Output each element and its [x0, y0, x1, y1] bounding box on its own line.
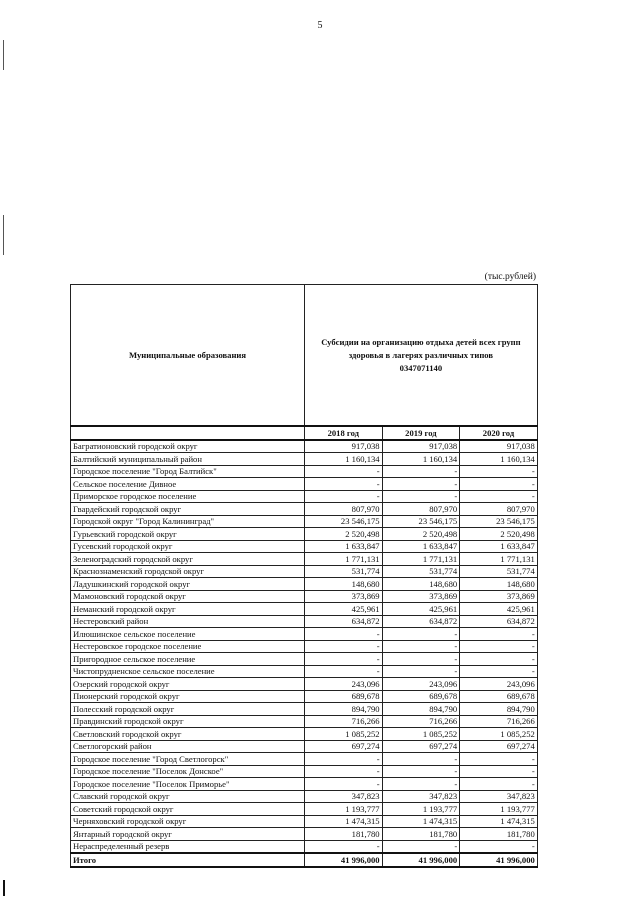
value-cell: 2 520,498 — [305, 528, 383, 541]
value-cell: - — [305, 840, 383, 853]
value-cell: - — [460, 490, 538, 503]
value-cell: 1 633,847 — [460, 540, 538, 553]
value-cell: 634,872 — [382, 615, 460, 628]
value-cell: 373,869 — [382, 590, 460, 603]
value-cell: 1 085,252 — [382, 728, 460, 741]
value-cell: 716,266 — [460, 715, 538, 728]
municipality-name: Багратионовский городской округ — [71, 440, 305, 453]
value-cell: - — [460, 465, 538, 478]
value-cell: 1 193,777 — [305, 803, 383, 816]
value-cell: - — [382, 840, 460, 853]
table-row — [71, 478, 538, 491]
table-row — [71, 603, 538, 616]
header-municipality: Муниципальные образования — [71, 285, 305, 427]
municipality-name: Гурьевский городской округ — [71, 528, 305, 541]
table-row — [71, 528, 538, 541]
value-cell: 23 546,175 — [382, 515, 460, 528]
table-row — [71, 503, 538, 516]
table-body — [71, 440, 538, 867]
table-row — [71, 565, 538, 578]
municipality-name: Советский городской округ — [71, 803, 305, 816]
municipality-name: Балтийский муниципальный район — [71, 453, 305, 466]
total-value: 41 996,000 — [460, 853, 538, 867]
value-cell: 1 085,252 — [305, 728, 383, 741]
value-cell: - — [382, 753, 460, 766]
municipality-name: Мамоновский городской округ — [71, 590, 305, 603]
scan-margin-mark — [3, 215, 4, 255]
scan-margin-mark — [3, 40, 4, 70]
value-cell: 807,970 — [460, 503, 538, 516]
value-cell: - — [305, 765, 383, 778]
value-cell: 2 520,498 — [382, 528, 460, 541]
subsidy-table — [70, 284, 538, 868]
header-subsidy — [305, 285, 538, 427]
value-cell: 243,096 — [382, 678, 460, 691]
table-row — [71, 490, 538, 503]
municipality-name: Озерский городской округ — [71, 678, 305, 691]
table-row — [71, 628, 538, 641]
municipality-name: Городское поселение "Поселок Приморье" — [71, 778, 305, 791]
municipality-name: Гусевский городской округ — [71, 540, 305, 553]
header-year-2019: 2019 год — [382, 426, 460, 440]
value-cell: 1 474,315 — [460, 815, 538, 828]
value-cell: 148,680 — [305, 578, 383, 591]
value-cell: 2 520,498 — [460, 528, 538, 541]
value-cell: 425,961 — [460, 603, 538, 616]
value-cell: 1 160,134 — [382, 453, 460, 466]
table-row — [71, 828, 538, 841]
value-cell: 23 546,175 — [305, 515, 383, 528]
value-cell: 894,790 — [305, 703, 383, 716]
table-row — [71, 665, 538, 678]
municipality-name: Илюшинское сельское поселение — [71, 628, 305, 641]
value-cell: - — [382, 653, 460, 666]
municipality-name: Городское поселение "Город Светлогорск" — [71, 753, 305, 766]
table-row — [71, 703, 538, 716]
value-cell: 425,961 — [382, 603, 460, 616]
value-cell: - — [305, 653, 383, 666]
scan-margin-mark — [3, 880, 5, 896]
header-subsidy-code: 0347071140 — [399, 362, 443, 373]
value-cell: - — [382, 478, 460, 491]
municipality-name: Пионерский городской округ — [71, 690, 305, 703]
value-cell: 1 474,315 — [305, 815, 383, 828]
municipality-name: Нестеровский район — [71, 615, 305, 628]
value-cell: - — [460, 478, 538, 491]
value-cell: - — [382, 765, 460, 778]
table-row — [71, 615, 538, 628]
table-row — [71, 590, 538, 603]
value-cell: 716,266 — [382, 715, 460, 728]
value-cell: 716,266 — [305, 715, 383, 728]
value-cell: 894,790 — [382, 703, 460, 716]
municipality-name: Краснознаменский городской округ — [71, 565, 305, 578]
value-cell: 1 160,134 — [460, 453, 538, 466]
value-cell: - — [460, 778, 538, 791]
value-cell: 634,872 — [460, 615, 538, 628]
page-number: 5 — [317, 20, 323, 31]
value-cell: 1 633,847 — [382, 540, 460, 553]
municipality-name: Черняховский городской округ — [71, 815, 305, 828]
table-row — [71, 578, 538, 591]
value-cell: 1 193,777 — [460, 803, 538, 816]
value-cell: 23 546,175 — [460, 515, 538, 528]
value-cell: - — [382, 640, 460, 653]
table-row — [71, 640, 538, 653]
value-cell: - — [460, 753, 538, 766]
value-cell: - — [382, 490, 460, 503]
total-value: 41 996,000 — [305, 853, 383, 867]
municipality-name: Янтарный городской округ — [71, 828, 305, 841]
value-cell: 243,096 — [460, 678, 538, 691]
table-row — [71, 728, 538, 741]
value-cell: 807,970 — [305, 503, 383, 516]
value-cell: 347,823 — [382, 790, 460, 803]
value-cell: 1 633,847 — [305, 540, 383, 553]
value-cell: 1 771,131 — [305, 553, 383, 566]
value-cell: 425,961 — [305, 603, 383, 616]
table-row — [71, 803, 538, 816]
table-row — [71, 678, 538, 691]
value-cell: - — [305, 628, 383, 641]
total-label: Итого — [71, 853, 305, 867]
table-row — [71, 840, 538, 853]
value-cell: 634,872 — [305, 615, 383, 628]
table-row — [71, 740, 538, 753]
value-cell: 917,038 — [382, 440, 460, 453]
municipality-name: Нестеровское городское поселение — [71, 640, 305, 653]
value-cell: 1 474,315 — [382, 815, 460, 828]
value-cell: 697,274 — [460, 740, 538, 753]
table-row — [71, 440, 538, 453]
table-row — [71, 815, 538, 828]
municipality-name: Городское поселение "Город Балтийск" — [71, 465, 305, 478]
header-empty — [71, 426, 305, 440]
municipality-name: Светловский городской округ — [71, 728, 305, 741]
header-subsidy-title: Субсидии на организацию отдыха детей всех групп здоровья в лагерях различных типов — [321, 336, 521, 360]
table-row — [71, 453, 538, 466]
municipality-name: Правдинский городской округ — [71, 715, 305, 728]
value-cell: 148,680 — [382, 578, 460, 591]
value-cell: - — [460, 640, 538, 653]
value-cell: 697,274 — [305, 740, 383, 753]
value-cell: - — [460, 665, 538, 678]
value-cell: 1 085,252 — [460, 728, 538, 741]
value-cell: 1 771,131 — [460, 553, 538, 566]
table-row — [71, 553, 538, 566]
municipality-name: Нераспределенный резерв — [71, 840, 305, 853]
value-cell: 373,869 — [460, 590, 538, 603]
total-value: 41 996,000 — [382, 853, 460, 867]
value-cell: - — [305, 478, 383, 491]
value-cell: 1 193,777 — [382, 803, 460, 816]
value-cell: 689,678 — [382, 690, 460, 703]
municipality-name: Полесский городской округ — [71, 703, 305, 716]
value-cell: 347,823 — [460, 790, 538, 803]
value-cell: 181,780 — [382, 828, 460, 841]
municipality-name: Городское поселение "Поселок Донское" — [71, 765, 305, 778]
value-cell: 531,774 — [460, 565, 538, 578]
table-row — [71, 765, 538, 778]
value-cell: - — [305, 665, 383, 678]
value-cell: - — [305, 490, 383, 503]
value-cell: 1 160,134 — [305, 453, 383, 466]
value-cell: 243,096 — [305, 678, 383, 691]
value-cell: 697,274 — [382, 740, 460, 753]
table-row — [71, 690, 538, 703]
municipality-name: Славский городской округ — [71, 790, 305, 803]
header-year-2020: 2020 год — [460, 426, 538, 440]
table-row — [71, 715, 538, 728]
total-row — [71, 853, 538, 867]
municipality-name: Сельское поселение Дивное — [71, 478, 305, 491]
value-cell: 347,823 — [305, 790, 383, 803]
value-cell: - — [382, 665, 460, 678]
municipality-name: Приморское городское поселение — [71, 490, 305, 503]
value-cell: 531,774 — [382, 565, 460, 578]
value-cell: 807,970 — [382, 503, 460, 516]
municipality-name: Городской округ "Город Калининград" — [71, 515, 305, 528]
table-row — [71, 778, 538, 791]
value-cell: - — [382, 778, 460, 791]
municipality-name: Гвардейский городской округ — [71, 503, 305, 516]
value-cell: - — [305, 640, 383, 653]
table-row — [71, 790, 538, 803]
value-cell: - — [305, 753, 383, 766]
value-cell: 894,790 — [460, 703, 538, 716]
value-cell: - — [382, 628, 460, 641]
value-cell: - — [305, 465, 383, 478]
municipality-name: Зеленоградский городской округ — [71, 553, 305, 566]
municipality-name: Чистопрудненское сельское поселение — [71, 665, 305, 678]
value-cell: 917,038 — [305, 440, 383, 453]
unit-note: (тыс.рублей) — [484, 272, 536, 282]
value-cell: - — [382, 465, 460, 478]
value-cell: 1 771,131 — [382, 553, 460, 566]
municipality-name: Светлогорский район — [71, 740, 305, 753]
value-cell: - — [460, 765, 538, 778]
table-row — [71, 540, 538, 553]
value-cell: 181,780 — [460, 828, 538, 841]
value-cell: 689,678 — [305, 690, 383, 703]
value-cell: - — [460, 653, 538, 666]
value-cell: - — [305, 778, 383, 791]
table-row — [71, 515, 538, 528]
value-cell: 373,869 — [305, 590, 383, 603]
table-row — [71, 465, 538, 478]
value-cell: 181,780 — [305, 828, 383, 841]
value-cell: 917,038 — [460, 440, 538, 453]
municipality-name: Ладушкинский городской округ — [71, 578, 305, 591]
value-cell: - — [460, 840, 538, 853]
value-cell: - — [460, 628, 538, 641]
value-cell: 531,774 — [305, 565, 383, 578]
value-cell: 148,680 — [460, 578, 538, 591]
table-row — [71, 753, 538, 766]
header-year-2018: 2018 год — [305, 426, 383, 440]
value-cell: 689,678 — [460, 690, 538, 703]
municipality-name: Неманский городской округ — [71, 603, 305, 616]
table-row — [71, 653, 538, 666]
municipality-name: Пригородное сельское поселение — [71, 653, 305, 666]
